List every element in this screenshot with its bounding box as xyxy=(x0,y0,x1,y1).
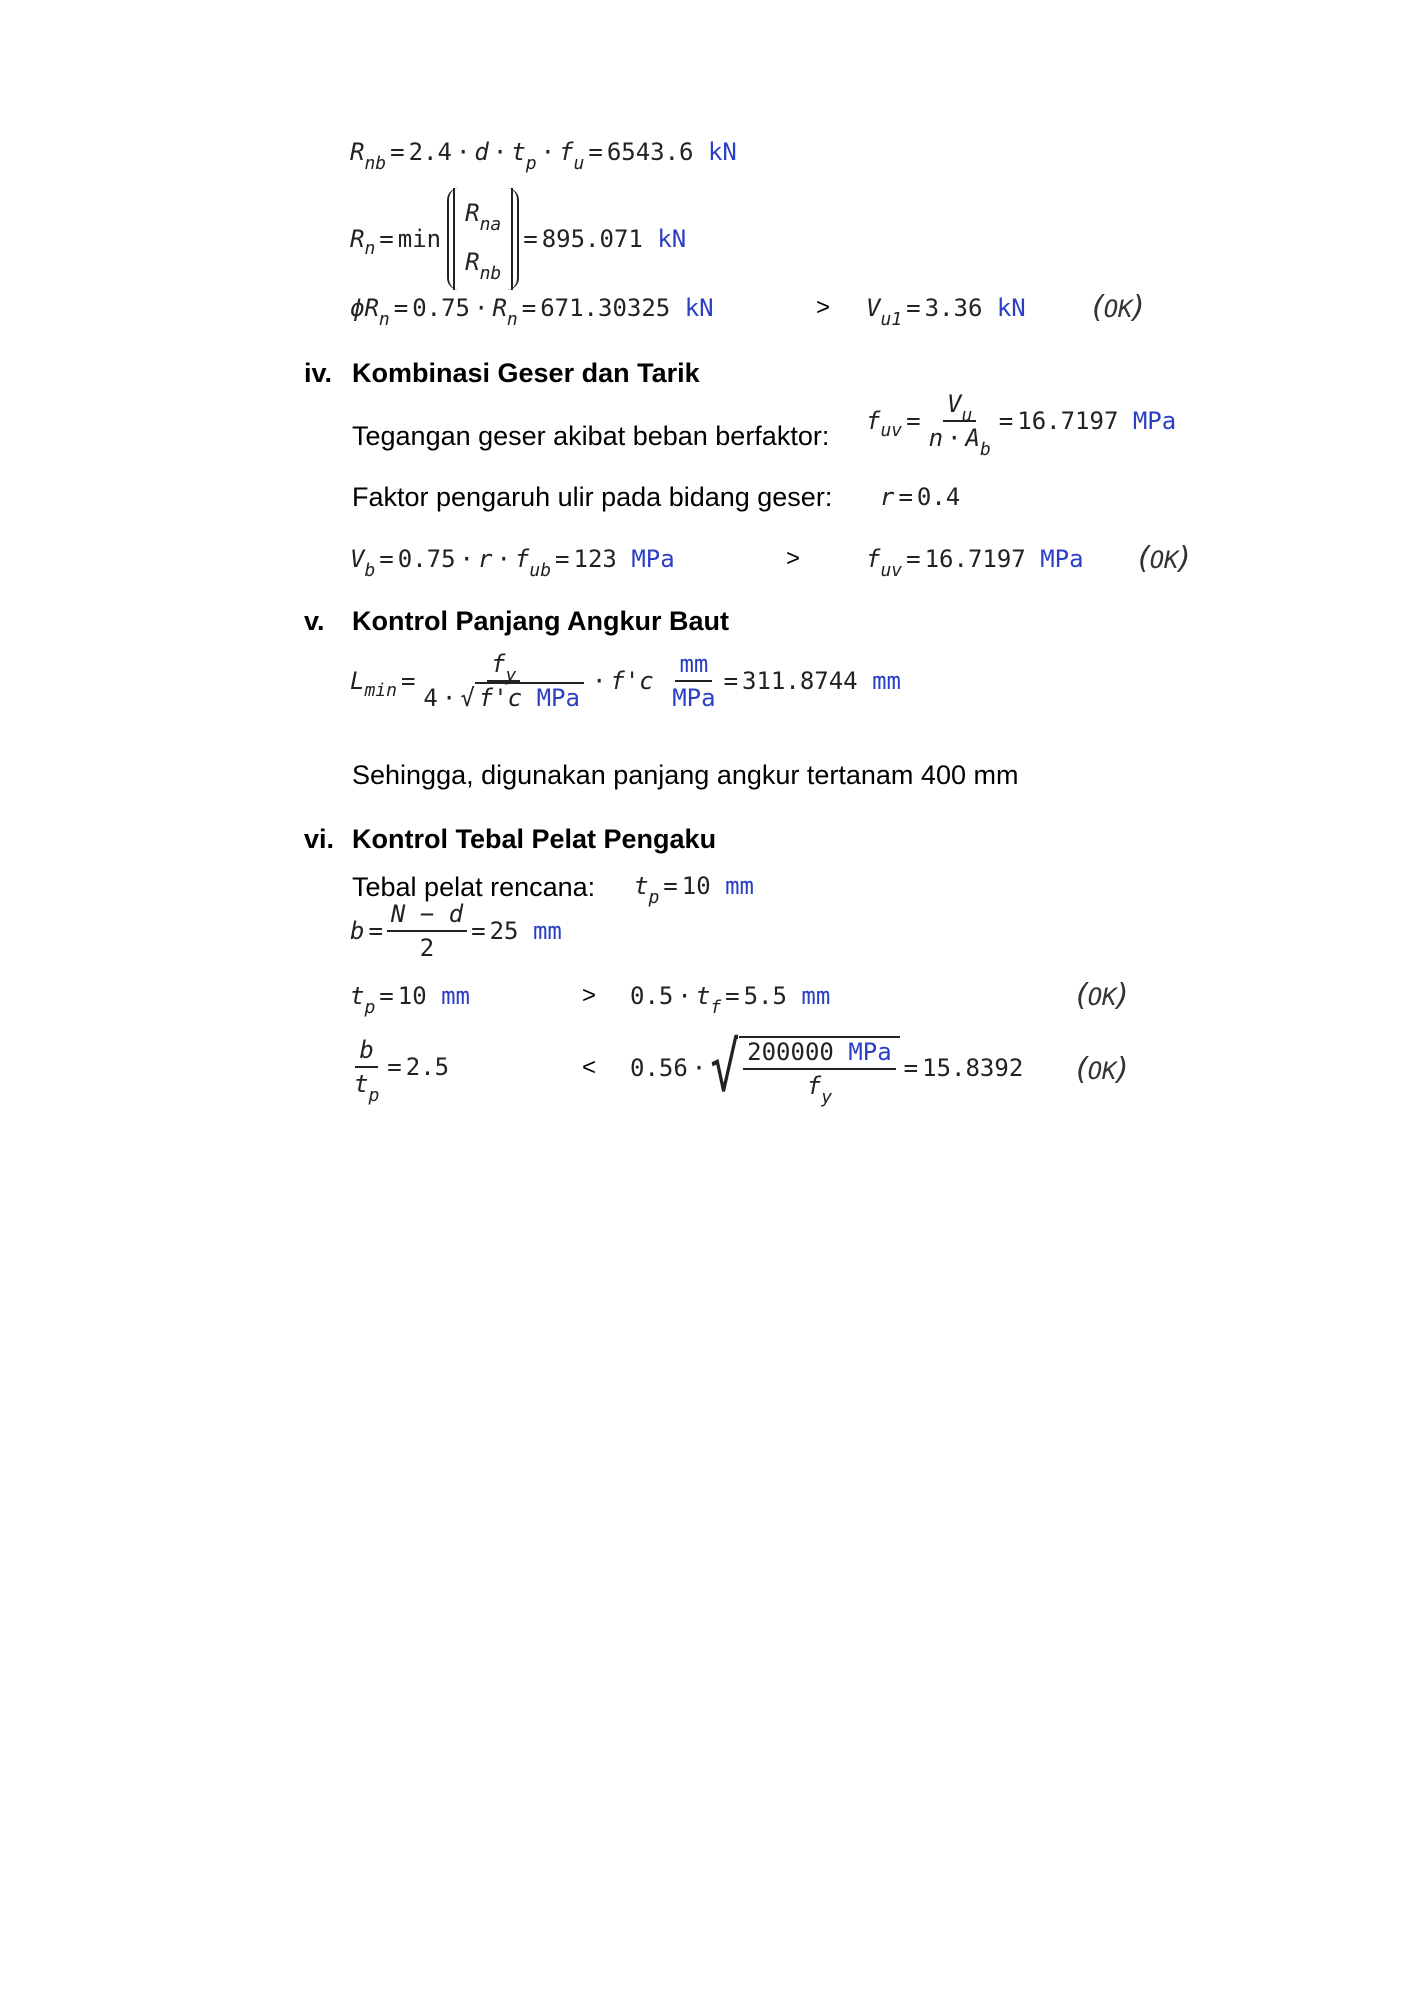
ratio-equation: $\frac{b}{t_p}$ = 2.5 xyxy=(350,1036,449,1098)
unit-fraction: $\frac{mm}{\text{MPa}}$ xyxy=(672,650,716,712)
vb-equation: $V_b = 0.75 \cdot r \cdot f_{ub} = 123$ MPa xyxy=(350,545,675,581)
shear-stress-fraction: $\frac{V_u}{n \cdot A_b}$ xyxy=(928,390,991,460)
vu1-value: $V_{u1} = 3.36$ kN xyxy=(866,294,1026,330)
anchor-length-note: Sehingga, digunakan panjang angkur tertanam 400 mm xyxy=(352,760,1019,790)
phi-rn-equation: $\phi R_n = 0.75 \cdot R_n = 671.30325$ kN xyxy=(350,294,714,330)
section-v-number: v. xyxy=(304,606,325,636)
ok-badge-ratio: (OK) xyxy=(1076,1052,1129,1087)
lmin-equation: L min = $\frac{f_y}{\text{4 · √ f'c MPa}}$ · f'c $\frac{mm}{\text{MPa}}$ = 311.8744 mm xyxy=(350,650,901,712)
rnb-equation: $R_{nb} = 2.4 \cdot d \cdot t_p \cdot f_u = 6543.6$ kN xyxy=(350,138,737,174)
ok-badge-vb: (OK) xyxy=(1138,541,1191,576)
b-over-tp-fraction: $\frac{b}{t_p}$ xyxy=(354,1036,380,1106)
rn-min-equation: R n = min $R_{na}$ $R_{nb}$ = 895.071 kN xyxy=(350,188,686,290)
section-iv-number: iv. xyxy=(304,358,333,388)
ratio-compare: < xyxy=(582,1054,597,1081)
plate-thickness-label: Tebal pelat rencana: xyxy=(352,872,596,902)
b-fraction: $\frac{N - d}{2}$ xyxy=(387,900,467,962)
sqrt-fraction: $\frac{\text{200000 MPa}}{f_y}$ xyxy=(739,1036,900,1100)
thread-factor-label: Faktor pengaruh ulir pada bidang geser: xyxy=(352,482,833,512)
phi-rn-compare: > xyxy=(816,294,831,321)
section-vi-number: vi. xyxy=(304,824,335,854)
section-iv-title: Kombinasi Geser dan Tarik xyxy=(352,358,700,388)
ok-badge-tp: (OK) xyxy=(1076,978,1129,1013)
tf-equation: $0.5 \cdot t_f = 5.5$ mm xyxy=(630,982,831,1018)
ratio-limit-equation: 0.56 · √ $\frac{\text{200000 MPa}}{f_y}$ = 15.8392 xyxy=(630,1028,1024,1108)
ok-badge-phirn: (OK) xyxy=(1092,290,1145,325)
plate-thickness-equation: $t_p = 10$ mm xyxy=(634,872,755,908)
lmin-fraction: $\frac{f_y}{\text{4 · √ f'c MPa}}$ xyxy=(419,650,588,712)
tp-equation: $t_p = 10$ mm xyxy=(350,982,471,1018)
b-equation: b = $\frac{N - d}{2}$ = 25 mm xyxy=(350,900,562,962)
vb-compare: > xyxy=(786,545,801,572)
min-matrix: $R_{na}$ $R_{nb}$ xyxy=(447,188,519,290)
section-v-title: Kontrol Panjang Angkur Baut xyxy=(352,606,729,636)
shear-stress-equation: f uv = $\frac{V_u}{n \cdot A_b}$ = 16.7197 MPa xyxy=(866,390,1177,460)
fuv-value: $f_{uv} = 16.7197$ MPa xyxy=(866,545,1084,581)
shear-stress-label: Tegangan geser akibat beban berfaktor: xyxy=(352,421,830,451)
tp-compare: > xyxy=(582,982,597,1009)
section-vi-title: Kontrol Tebal Pelat Pengaku xyxy=(352,824,717,854)
thread-factor-equation: r = 0.4 xyxy=(880,483,961,511)
